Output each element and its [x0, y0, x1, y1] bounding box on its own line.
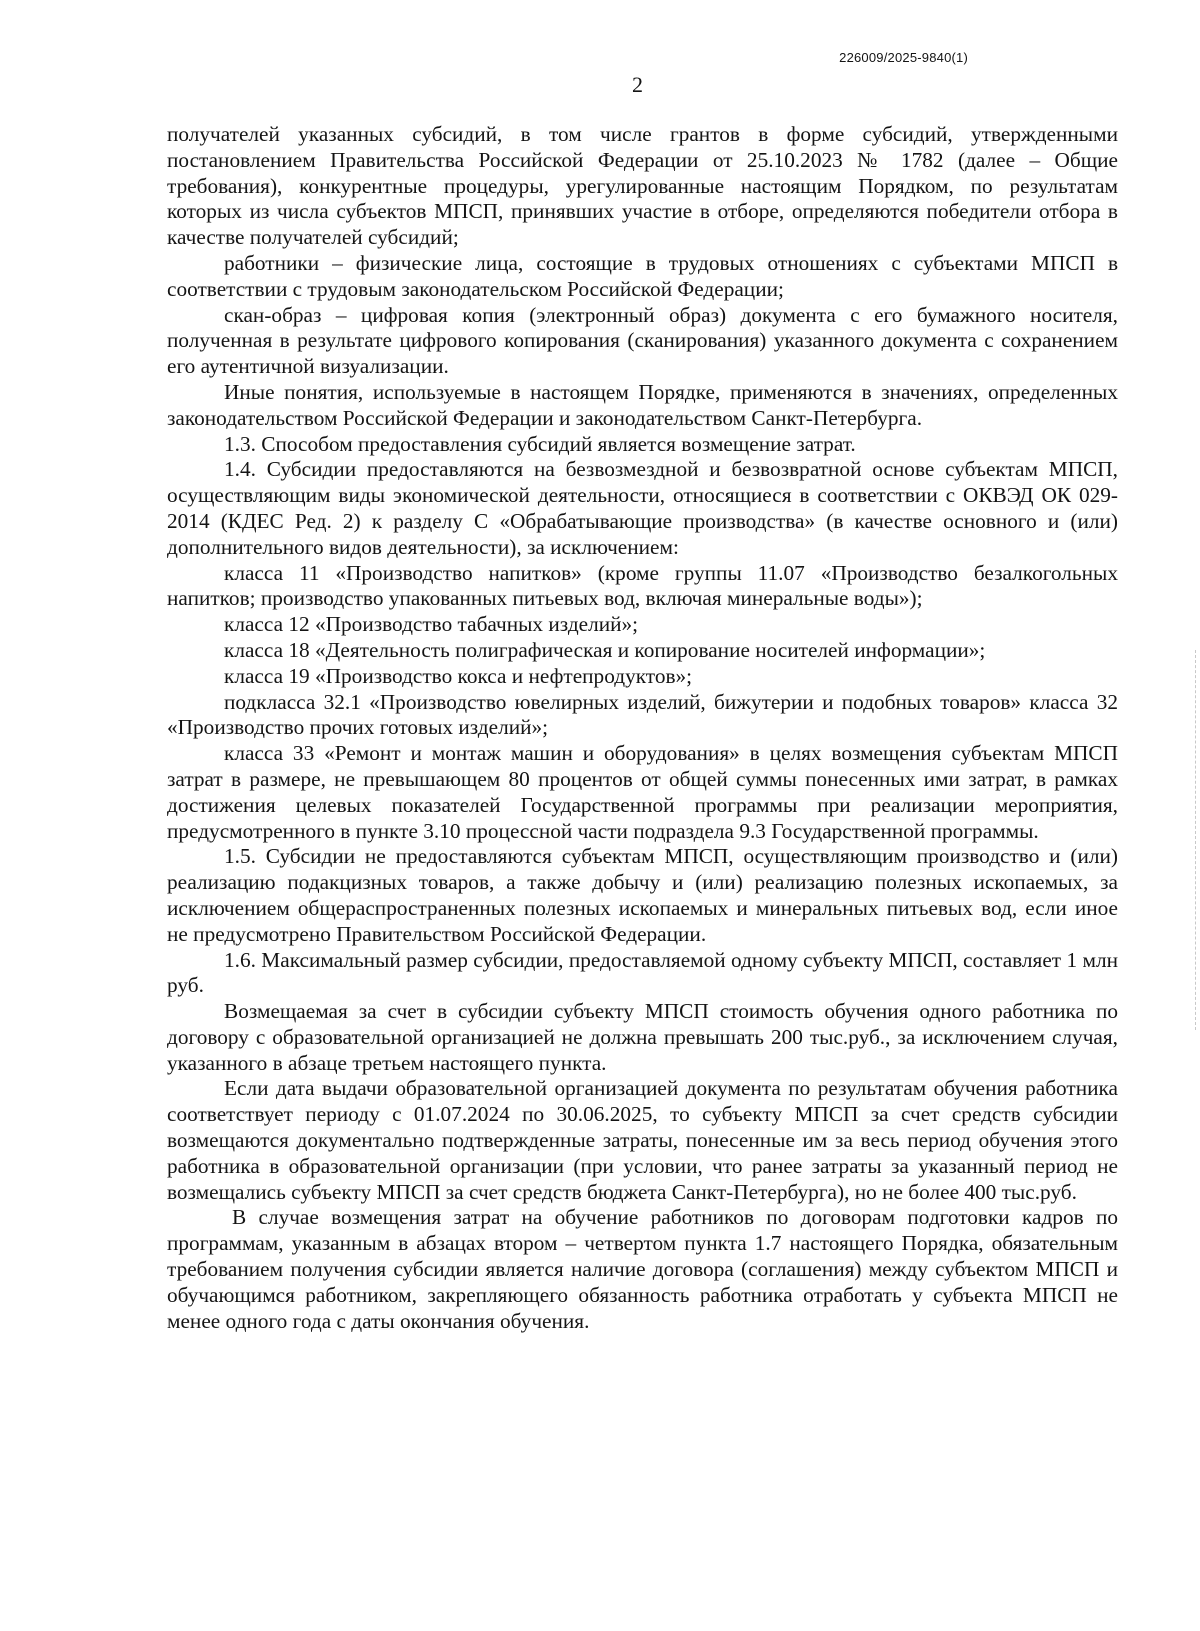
document-registration-number: 226009/2025-9840(1) [839, 50, 968, 65]
paragraph-1-6: 1.6. Максимальный размер субсидии, предоставляемой одному субъекту МПСП, составляет 1 млн руб. [167, 947, 1118, 998]
page-number: 2 [632, 72, 643, 97]
exclusion-class-11: класса 11 «Производство напитков» (кроме группы 11.07 «Производство безалкогольных напитков; производство упакованных питьевых вод, включая минеральные воды»); [167, 560, 1118, 611]
paragraph-1-5: 1.5. Субсидии не предоставляются субъектам МПСП, осуществляющим производство и (или) реализацию подакцизных товаров, а также добычу и (или) реализацию полезных ископаемых, за исключением общераспространенных полезных ископаемых и минеральных питьевых вод, если иное не предусмотрено Правительством Российской Федерации. [167, 844, 1118, 946]
paragraph-other-terms: Иные понятия, используемые в настоящем Порядке, применяются в значениях, определенных законодательством Российской Федерации и законодательством Санкт-Петербурга. [167, 379, 1118, 430]
exclusion-class-33: класса 33 «Ремонт и монтаж машин и оборудования» в целях возмещения субъектам МПСП затрат в размере, не превышающем 80 процентов от общей суммы понесенных ими затрат, в рамках достижения целевых показателей Государственной программы при реализации мероприятия, предусмотренного в пункте 3.10 процессной части подраздела 9.3 Государственной программы. [167, 741, 1118, 843]
exclusion-class-12: класса 12 «Производство табачных изделий»; [224, 612, 639, 637]
document-body [167, 122, 1118, 1334]
scan-page-edge [1193, 650, 1196, 1030]
exclusion-subclass-32-1: подкласса 32.1 «Производство ювелирных изделий, бижутерии и подобных товаров» класса 32 «Производство прочих готовых изделий»; [167, 689, 1118, 740]
paragraph-definition-scan-image: скан-образ – цифровая копия (электронный образ) документа с его бумажного носителя, полученная в результате цифрового копирования (сканирования) указанного документа с сохранением его аутентичной визуализации. [167, 302, 1118, 379]
paragraph-definition-workers: работники – физические лица, состоящие в трудовых отношениях с субъектами МПСП в соответствии с трудовым законодательском Российской Федерации; [167, 250, 1118, 301]
exclusion-class-18: класса 18 «Деятельность полиграфическая и копирование носителей информации»; [224, 637, 986, 662]
paragraph-training-contract-requirement: В случае возмещения затрат на обучение работников по договорам подготовки кадров по программам, указанным в абзацах втором – четвертом пункта 1.7 настоящего Порядка, обязательным требованием получения субсидии является наличие договора (соглашения) между субъектом МПСП и обучающимся работником, закрепляющего обязанность работника отработать у субъекта МПСП не менее одного года с даты окончания обучения. [167, 1205, 1118, 1333]
paragraph-training-cost-limit: Возмещаемая за счет в субсидии субъекту МПСП стоимость обучения одного работника по договору с образовательной организацией не должна превышать 200 тыс.руб., за исключением случая, указанного в абзаце третьем настоящего пункта. [167, 999, 1118, 1075]
paragraph-1-4: 1.4. Субсидии предоставляются на безвозмездной и безвозвратной основе субъектам МПСП, осуществляющим виды экономической деятельности, относящиеся в соответствии с ОКВЭД ОК 029-2014 (КДЕС Ред. 2) к разделу С «Обрабатывающие производства» (в качестве основного и (или) дополнительного видов деятельности), за исключением: [167, 457, 1118, 559]
paragraph-training-period-exception: Если дата выдачи образовательной организацией документа по результатам обучения работника соответствует периоду с 01.07.2024 по 30.06.2025, то субъекту МПСП за счет средств субсидии возмещаются документально подтвержденные затраты, понесенные им за весь период обучения этого работника в образовательной организации (при условии, что ранее затраты за указанный период не возмещались субъекту МПСП за счет средств бюджета Санкт-Петербурга), но не более 400 тыс.руб. [167, 1076, 1118, 1204]
exclusion-class-19: класса 19 «Производство кокса и нефтепродуктов»; [224, 663, 693, 688]
paragraph-1-3: 1.3. Способом предоставления субсидий является возмещение затрат. [224, 431, 856, 456]
paragraph-general-requirements: получателей указанных субсидий, в том числе грантов в форме субсидий, утвержденными постановлением Правительства Российской Федерации от 25.10.2023 № 1782 (далее – Общие требования), конкурентные процедуры, урегулированные настоящим Порядком, по результатам которых из числа субъектов МПСП, принявших участие в отборе, определяются победители отбора в качестве получателей субсидий; [167, 122, 1118, 250]
